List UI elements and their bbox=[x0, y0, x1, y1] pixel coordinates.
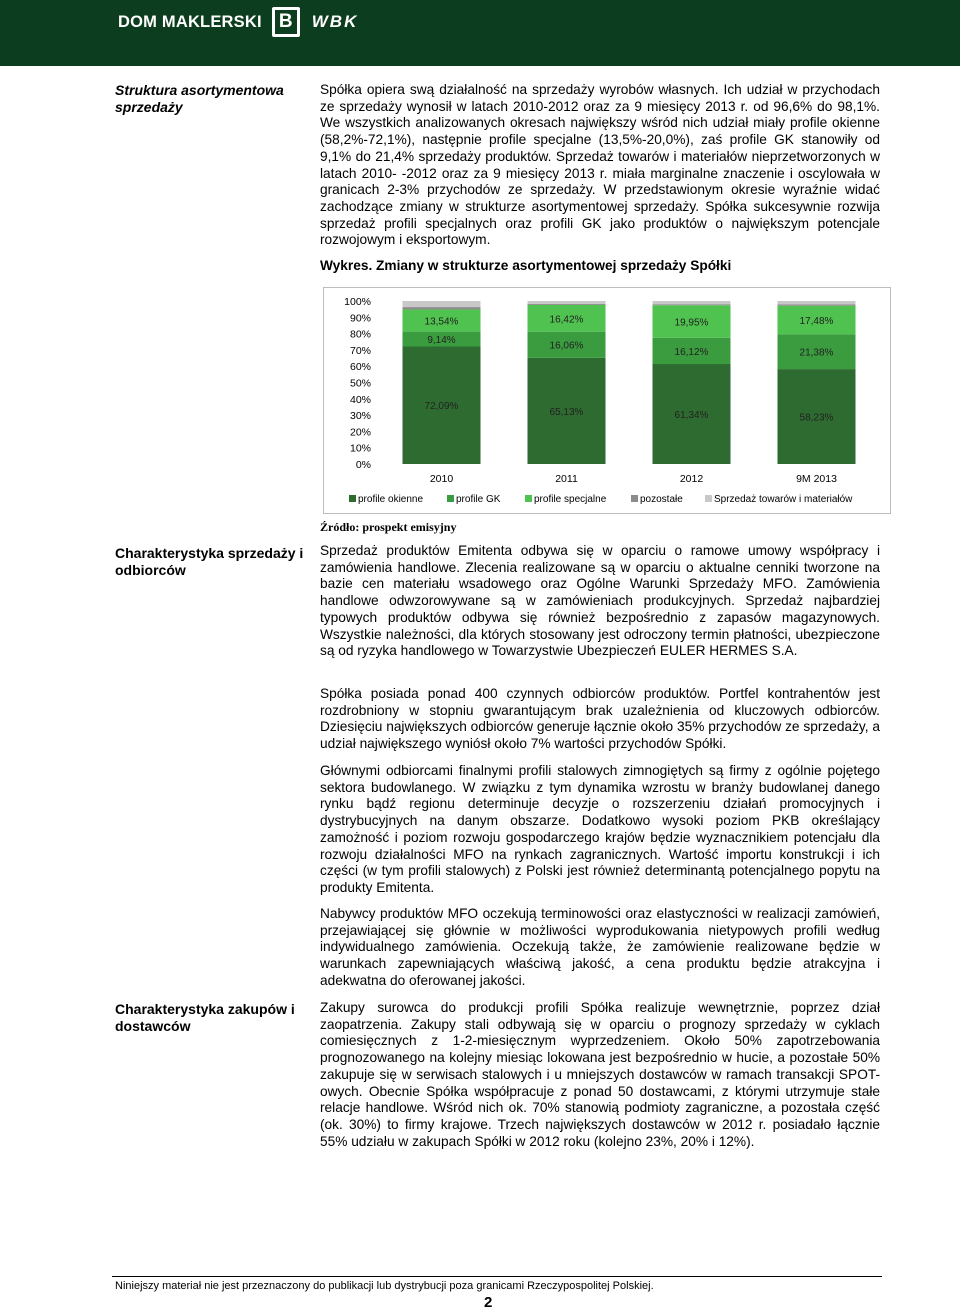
stacked-bar-chart bbox=[324, 288, 890, 513]
y-tick-label: 30% bbox=[349, 410, 371, 423]
y-tick-label: 100% bbox=[344, 296, 371, 308]
data-label: 61,34% bbox=[674, 410, 709, 422]
paragraph-sales-3: Głównymi odbiorcami finalnymi profili stalowych zimnogiętych są firmy z ogólnie pojętego sektora budowlanego. W związku z tym dynamika wzrostu w branży budowlanej danego rynku bądź regionu determinuje decyzje o rozszerzeniu działań promocyjnych i dystrybucyjnych na danym obszarze. Dodatkowo wysoki poziom PKB określający zamożność i poziom rozwoju gospodarczego krajów będzie wyznacznikiem potencjału dla rozwoju działalności MFO na rynkach zagranicznych. Wartość importu konstrukcji i ich części (w tym profili stalowych) z Polski jest również determinantą potencjalnego popytu na produkty Emitenta. bbox=[320, 763, 880, 895]
paragraph-sales-2: Spółka posiada ponad 400 czynnych odbiorców produktów. Portfel kontrahentów jest rozdrobniony w stopniu gwarantującym brak uzależnienia od kluczowych odbiorców. Dziesięciu największych odbiorców generuje łącznie około 35% przychodów ze sprzedaży, a udział największego wyniósł około 7% wartości przychodów Spółki. bbox=[320, 686, 880, 752]
data-label: 19,95% bbox=[674, 317, 709, 329]
figure-title: Wykres. Zmiany w strukturze asortymentowej sprzedaży Spółki bbox=[320, 258, 732, 273]
y-tick-label: 10% bbox=[349, 442, 371, 455]
legend-swatch bbox=[525, 495, 532, 502]
y-tick-label: 60% bbox=[349, 361, 371, 374]
header-bar bbox=[0, 0, 960, 66]
bar-segment bbox=[528, 301, 606, 304]
legend-swatch bbox=[705, 495, 712, 502]
data-label: 72,09% bbox=[424, 401, 459, 413]
bar-segment bbox=[653, 304, 731, 305]
legend-entry: profile specjalne bbox=[534, 494, 607, 505]
legend-entry: pozostałe bbox=[640, 494, 683, 505]
data-label: 58,23% bbox=[799, 412, 834, 424]
legend-entry: profile okienne bbox=[358, 494, 424, 505]
bar-segment bbox=[778, 301, 856, 304]
y-tick-label: 70% bbox=[349, 344, 371, 357]
legend-entry: Sprzedaż towarów i materiałów bbox=[714, 494, 853, 505]
data-label: 65,13% bbox=[549, 406, 584, 418]
data-label: 16,12% bbox=[674, 346, 709, 358]
y-tick-label: 90% bbox=[349, 312, 371, 325]
section-label-purchases: Charakterystyka zakupów i dostawców bbox=[115, 1001, 295, 1034]
x-tick-label: 2010 bbox=[429, 473, 454, 485]
y-tick-label: 20% bbox=[349, 426, 371, 439]
footer-divider bbox=[112, 1276, 882, 1277]
chart-frame bbox=[323, 287, 891, 514]
paragraph-sales-1: Sprzedaż produktów Emitenta odbywa się w oparciu o ramowe umowy współpracy i zamówienia handlowe. Zlecenia realizowane są w oparciu o aktualne cenniki tworzone na bazie cen materiału wsadowego oraz Ogólne Warunki Sprzedaży MFO. Zamówienia handlowe odwzorowywane są w zamówieniach produkcyjnych. Sprzedaż najbardziej typowych produktów odbywa się również bezpośrednio z zapasów magazynowych. Wszystkie należności, dla których stosowany jest odroczony termin płatności, ubezpieczone są od ryzyka handlowego w Towarzystwie Ubezpieczeń EULER HERMES S.A. bbox=[320, 543, 880, 659]
data-label: 21,38% bbox=[799, 347, 834, 359]
data-label: 17,48% bbox=[799, 315, 834, 327]
section-label-assortment: Struktura asortymentowa sprzedaży bbox=[115, 82, 284, 115]
legend-swatch bbox=[349, 495, 356, 502]
data-label: 16,42% bbox=[549, 314, 584, 326]
footer-disclaimer: Niniejszy materiał nie jest przeznaczony do publikacji lub dystrybucji poza granicami Rzeczypospolitej Polskiej. bbox=[115, 1280, 654, 1292]
section-label-sales: Charakterystyka sprzedaży i odbiorców bbox=[115, 545, 304, 578]
brand-logo bbox=[118, 2, 448, 42]
legend-swatch bbox=[447, 495, 454, 502]
y-tick-label: 40% bbox=[349, 393, 371, 406]
bar-segment bbox=[653, 301, 731, 304]
y-tick-label: 50% bbox=[349, 377, 371, 390]
figure-source: Źródło: prospekt emisyjny bbox=[320, 520, 457, 534]
paragraph-assortment: Spółka opiera swą działalność na sprzedaży wyrobów własnych. Ich udział w przychodach ze sprzedaży wynosił w latach 2010-2012 oraz za 9 miesięcy 2013 r. od 96,6% do 98,1%. We wszystkich analizowanych okresach największy wśród nich udział miały profile okienne (58,2%-72,1%), następnie profile specjalne (13,5%-20,0%), zaś profile GK stanowiły od 9,1% do 21,4% sprzedaży produktów. Sprzedaż towarów i materiałów nieprzetworzonych w latach 2010- -2012 oraz za 9 miesięcy 2013 r. miała marginalne znaczenie i oscylowała w granicach 2-3% przychodów ze sprzedaży. W przedstawionym okresie wyraźnie widać zachodzące zmiany w strukturze asortymentowej sprzedaży. Spółka sukcesywnie rozwija sprzedaż profili specjalnych oraz profili GK jako produktów o największym potencjale rozwojowym i eksportowym. bbox=[320, 82, 880, 248]
y-tick-label: 0% bbox=[355, 459, 371, 471]
bar-segment bbox=[528, 304, 606, 305]
brand-mark-icon: B bbox=[272, 7, 300, 37]
data-label: 13,54% bbox=[424, 316, 459, 328]
x-tick-label: 2011 bbox=[555, 473, 578, 485]
x-tick-label: 9M 2013 bbox=[796, 473, 837, 485]
bar-segment bbox=[778, 304, 856, 305]
data-label: 9,14% bbox=[427, 335, 456, 347]
bar-segment bbox=[403, 307, 481, 309]
legend-swatch bbox=[631, 495, 638, 502]
x-tick-label: 2012 bbox=[679, 473, 704, 485]
paragraph-sales-4: Nabywcy produktów MFO oczekują terminowości oraz elastyczności w realizacji zamówień, przejawiającej się głównie w możliwości wyprodukowania nietypowych profili według indywidualnego zamówienia. Oczekują także, że zamówienie realizowane będzie w warunkach zapewniających właściwą jakość, a cena produktu będzie atrakcyjna i adekwatna do oferowanej jakości. bbox=[320, 906, 880, 988]
page-number: 2 bbox=[484, 1294, 493, 1311]
legend-entry: profile GK bbox=[456, 494, 501, 505]
paragraph-purchases: Zakupy surowca do produkcji profili Spółka realizuje wewnętrznie, poprzez dział zaopatrzenia. Zakupy stali odbywają się w oparciu o prognozy sprzedaży w cyklach comiesięcznych z 1-2-miesięcznym wyprzedzeniem. Około 50% zapotrzebowania prognozowanego na kolejny miesiąc lokowana jest bezpośrednio w hucie, a pozostałe 50% zakupuje się w serwisach stalowych i u mniejszych dostawców w ramach transakcji SPOT-owych. Obecnie Spółka współpracuje z ponad 50 dostawcami, z którymi utrzymuje stałe relacje handlowe. Wśród nich ok. 70% stanowią podmioty zagraniczne, a pozostała część (ok. 30%) to firmy krajowe. Trzech największych dostawców w 2012 r. posiadało łącznie 55% udziału w zakupach Spółki w 2012 roku (kolejno 23%, 20% i 12%). bbox=[320, 1000, 880, 1149]
brand-name: DOM MAKLERSKI bbox=[118, 12, 262, 31]
y-tick-label: 80% bbox=[349, 328, 371, 341]
data-label: 16,06% bbox=[549, 340, 584, 352]
bar-segment bbox=[403, 301, 481, 307]
brand-suffix: WBK bbox=[311, 12, 359, 31]
